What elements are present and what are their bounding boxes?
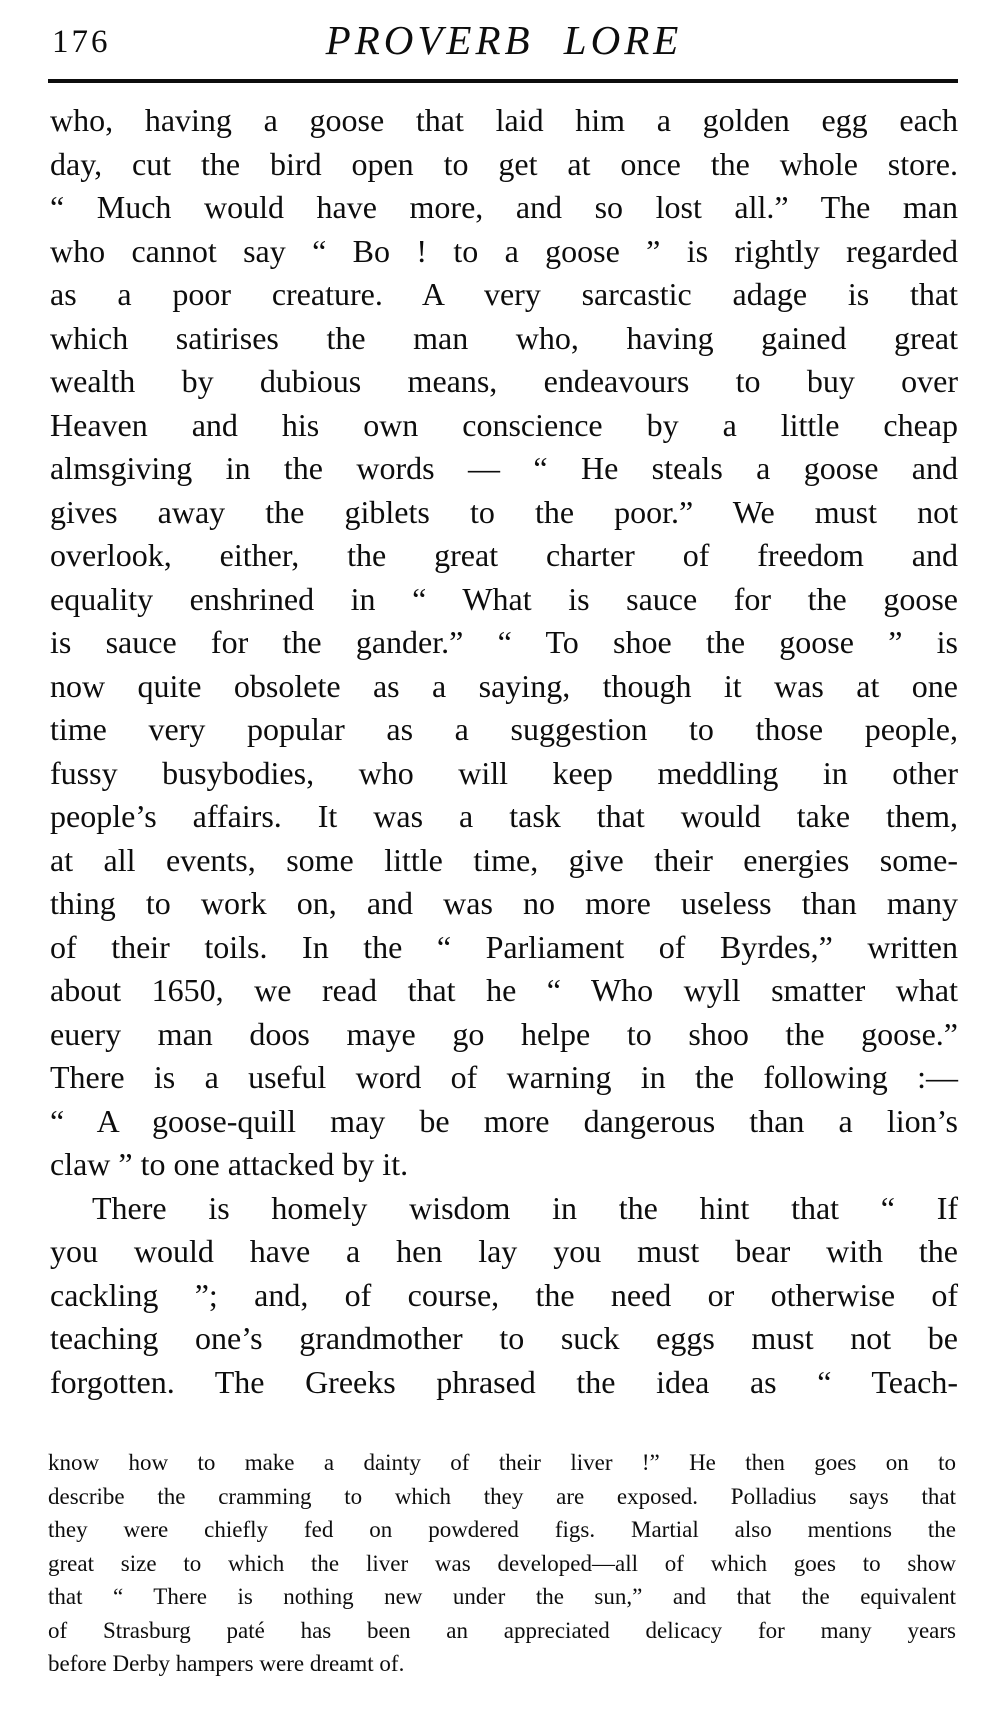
text-line: thing to work on, and was no more useless than many — [50, 885, 958, 921]
text-line: who, having a goose that laid him a golden egg each — [50, 102, 958, 138]
text-line: about 1650, we read that he “ Who wyll smatter what — [50, 972, 958, 1008]
footnote-line: great size to which the liver was developed—all of which goes to show — [48, 1550, 956, 1576]
text-line: cackling ”; and, of course, the need or otherwise of — [50, 1276, 958, 1313]
page-title: PROVERB LORE — [325, 17, 683, 63]
text-line: There is homely wisdom in the hint that “ If — [92, 1189, 958, 1226]
text-line: “ A goose-quill may be more dangerous than a lion’s — [50, 1102, 958, 1139]
text-line: which satirises the man who, having gained great — [50, 319, 958, 356]
text-line: gives away the giblets to the poor.” We must not — [50, 493, 958, 530]
text-line: you would have a hen lay you must bear with the — [50, 1233, 958, 1269]
footnote-line: that “ There is nothing new under the sun,” and that the equivalent — [48, 1584, 956, 1609]
footnote-line: before Derby hampers were dreamt of. — [48, 1651, 405, 1676]
text-line: people’s affairs. It was a task that would take them, — [50, 798, 958, 834]
header-rule — [48, 79, 958, 83]
footnote-line: know how to make a dainty of their liver !” He then goes on to — [48, 1450, 956, 1475]
text-line: equality enshrined in “ What is sauce for the goose — [50, 580, 958, 617]
running-header — [50, 16, 958, 64]
text-line: There is a useful word of warning in the following :— — [50, 1059, 958, 1095]
text-line: fussy busybodies, who will keep meddling in other — [50, 754, 958, 791]
text-line: overlook, either, the great charter of freedom and — [50, 537, 958, 573]
page-number: 176 — [52, 24, 111, 60]
footnote-line: they were chiefly fed on powdered figs. Martial also mentions the — [48, 1517, 956, 1542]
text-line: who cannot say “ Bo ! to a goose ” is rightly regarded — [50, 232, 958, 269]
text-line: claw ” to one attacked by it. — [50, 1146, 409, 1182]
text-line: almsgiving in the words — “ He steals a goose and — [50, 450, 958, 486]
text-line: Heaven and his own conscience by a little cheap — [50, 406, 958, 443]
text-line: wealth by dubious means, endeavours to buy over — [50, 363, 958, 399]
footnote-line: describe the cramming to which they are exposed. Polladius says that — [48, 1483, 956, 1509]
text-line: euery man doos maye go helpe to shoo the goose.” — [50, 1015, 958, 1052]
text-line: time very popular as a suggestion to those people, — [50, 711, 958, 747]
footnote-line: of Strasburg paté has been an appreciated delicacy for many years — [48, 1617, 956, 1643]
text-line: at all events, some little time, give their energies some- — [50, 841, 958, 878]
text-line: forgotten. The Greeks phrased the idea as “ Teach- — [50, 1363, 958, 1400]
text-line: day, cut the bird open to get at once the whole store. — [50, 145, 958, 182]
footnote — [48, 1446, 956, 1681]
body-text — [50, 99, 958, 1404]
text-line: now quite obsolete as a saying, though it was at one — [50, 667, 958, 704]
text-line: as a poor creature. A very sarcastic adage is that — [50, 276, 958, 312]
text-line: of their toils. In the “ Parliament of Byrdes,” written — [50, 928, 958, 965]
text-line: “ Much would have more, and so lost all.” The man — [50, 189, 958, 225]
text-line: teaching one’s grandmother to suck eggs must not be — [50, 1320, 958, 1356]
text-line: is sauce for the gander.” “ To shoe the goose ” is — [50, 624, 958, 660]
